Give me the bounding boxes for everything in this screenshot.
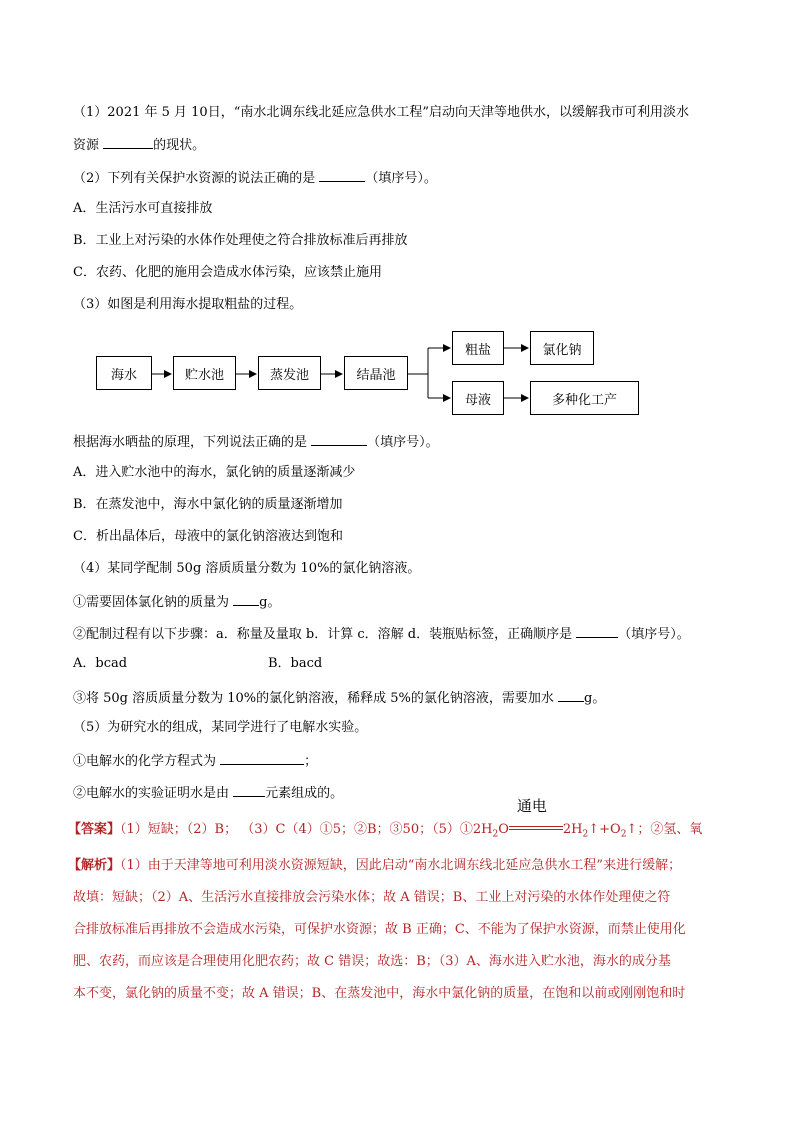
q4-sub2-suffix: （填序号）。: [618, 627, 690, 642]
q4-sub1-suffix: g。: [259, 595, 281, 610]
flow-box-chem-industry: [530, 381, 639, 415]
answer-blank[interactable]: [311, 432, 367, 446]
flow-label: 粗盐: [464, 342, 491, 358]
analysis-tag: 【解析】: [68, 858, 121, 873]
answer-blank[interactable]: [576, 624, 618, 638]
reaction-arrow: [509, 797, 563, 833]
flow-box-seawater: [96, 356, 152, 390]
flow-box-evaporation: [258, 356, 321, 390]
q2-option-c: C．农药、化肥的施用会造成水体污染，应该禁止施用: [73, 265, 382, 280]
q1-line-2-prefix: 资源: [73, 138, 104, 153]
flow-label: 氯化钠: [542, 342, 582, 358]
q5-sub2-suffix: 元素组成的。: [265, 786, 344, 801]
reaction-condition: 通电: [516, 797, 547, 815]
q2-option-b: B．工业上对污染的水体作处理使之符合排放标准后再排放: [73, 233, 408, 248]
q5-sub2: [73, 783, 343, 803]
flow-box-sodium-chloride: [530, 331, 594, 365]
answer-line: [68, 797, 703, 844]
q4-option-b: B．bacd: [268, 656, 323, 671]
q5-stem: （5）为研究水的组成，某同学进行了电解水实验。: [73, 720, 368, 735]
flow-box-mother-liquor: [452, 381, 504, 415]
analysis-text: （1）由于天津等地可利用淡水资源短缺，因此启动“南水北调东线北延应急供水工程”来进行缓解；: [120, 858, 682, 873]
q5-sub1: [73, 751, 317, 771]
q4-sub3-prefix: ③将 50g 溶质质量分数为 10%的氯化钠溶液，稀释成 5%的氯化钠溶液，需要加水: [73, 691, 559, 706]
flow-label: 母液: [464, 392, 491, 408]
answer-products: 2H: [562, 822, 583, 837]
q3-option-b: B．在蒸发池中，海水中氯化钠的质量逐渐增加: [73, 497, 343, 512]
flow-box-crystallization: [344, 356, 408, 390]
q4-sub1-prefix: ①需要固体氯化钠的质量为: [73, 595, 234, 610]
q5-sub1-suffix: ；: [304, 754, 318, 769]
q3-question-suffix: （填序号）。: [367, 435, 439, 450]
answer-blank[interactable]: [233, 592, 259, 606]
q4-sub3: [73, 688, 605, 708]
flow-label: 贮水池: [184, 367, 224, 383]
q1-line-1: （1）2021 年 5 月 10日，“南水北调东线北延应急供水工程”启动向天津等地供水，以缓解我市可利用淡水: [73, 105, 689, 120]
analysis-line-3: 合排放标准后再排放不会造成水污染，可保护水资源；故 B 正确；C、不能为了保护水资源，而禁止使用化: [73, 922, 686, 937]
analysis-line-1: [68, 857, 681, 875]
q3-option-a: A．进入贮水池中的海水，氯化钠的质量逐渐减少: [73, 465, 356, 480]
q1-line-2-suffix: 的现状。: [153, 138, 206, 153]
q2-option-a: A．生活污水可直接排放: [73, 201, 213, 216]
branch-line: [408, 348, 428, 398]
analysis-line-4: 肥、农药，而应该是合理使用化肥农药；故 C 错误；故选：B；（3）A、海水进入贮水池，海水的成分基: [73, 954, 671, 969]
answer-subscript: 2: [582, 829, 589, 840]
q3-question-prefix: 根据海水晒盐的原理，下列说法正确的是: [73, 435, 312, 450]
q4-sub3-suffix: g。: [584, 691, 606, 706]
analysis-line-5: 本不变，氯化钠的质量不变；故 A 错误；B、在蒸发池中，海水中氯化钠的质量，在饱和以前或刚刚饱和时: [73, 986, 686, 1001]
q2-stem-suffix: （填序号）。: [365, 171, 437, 186]
answer-products-3: ↑；②氢、氧: [626, 822, 703, 837]
answer-subscript: 2: [492, 829, 499, 840]
q4-sub2-prefix: ②配制过程有以下步骤：a．称量及量取 b．计算 c．溶解 d．装瓶贴标签，正确顺序是: [73, 627, 577, 642]
answer-blank[interactable]: [233, 783, 265, 797]
answer-oxygen: O: [498, 822, 509, 837]
q3-question: [73, 432, 439, 452]
flow-label: 多种化工产: [551, 392, 617, 408]
answer-subscript: 2: [620, 829, 627, 840]
q4-option-a: A．bcad: [73, 656, 128, 671]
q5-sub2-prefix: ②电解水的实验证明水是由: [73, 786, 234, 801]
q4-sub1: [73, 592, 280, 612]
q2-stem-prefix: （2）下列有关保护水资源的说法正确的是: [73, 171, 320, 186]
q3-option-c: C．析出晶体后，母液中的氯化钠溶液达到饱和: [73, 529, 343, 544]
flow-label: 结晶池: [356, 367, 396, 383]
answer-text: （1）短缺；（2）B； （3）C（4）①5；②B；③50；（5）①2H: [120, 822, 493, 837]
q4-stem: （4）某同学配制 50g 溶质质量分数为 10%的氯化钠溶液。: [73, 561, 421, 576]
answer-blank[interactable]: [220, 751, 304, 765]
answer-blank[interactable]: [558, 688, 584, 702]
answer-products-2: ↑+O: [588, 822, 621, 837]
flow-label: 海水: [110, 367, 137, 383]
answer-tag: 【答案】: [68, 822, 121, 837]
flow-label: 蒸发池: [269, 367, 309, 383]
q4-sub2: [73, 624, 690, 644]
q3-stem: （3）如图是利用海水提取粗盐的过程。: [73, 297, 303, 312]
flow-box-storage: [173, 356, 236, 390]
flow-box-crude-salt: [452, 331, 504, 365]
q5-sub1-prefix: ①电解水的化学方程式为: [73, 754, 221, 769]
analysis-line-2: 故填：短缺；（2）A、生活污水直接排放会污染水体；故 A 错误；B、工业上对污染的水体作处理使之符: [73, 890, 671, 905]
